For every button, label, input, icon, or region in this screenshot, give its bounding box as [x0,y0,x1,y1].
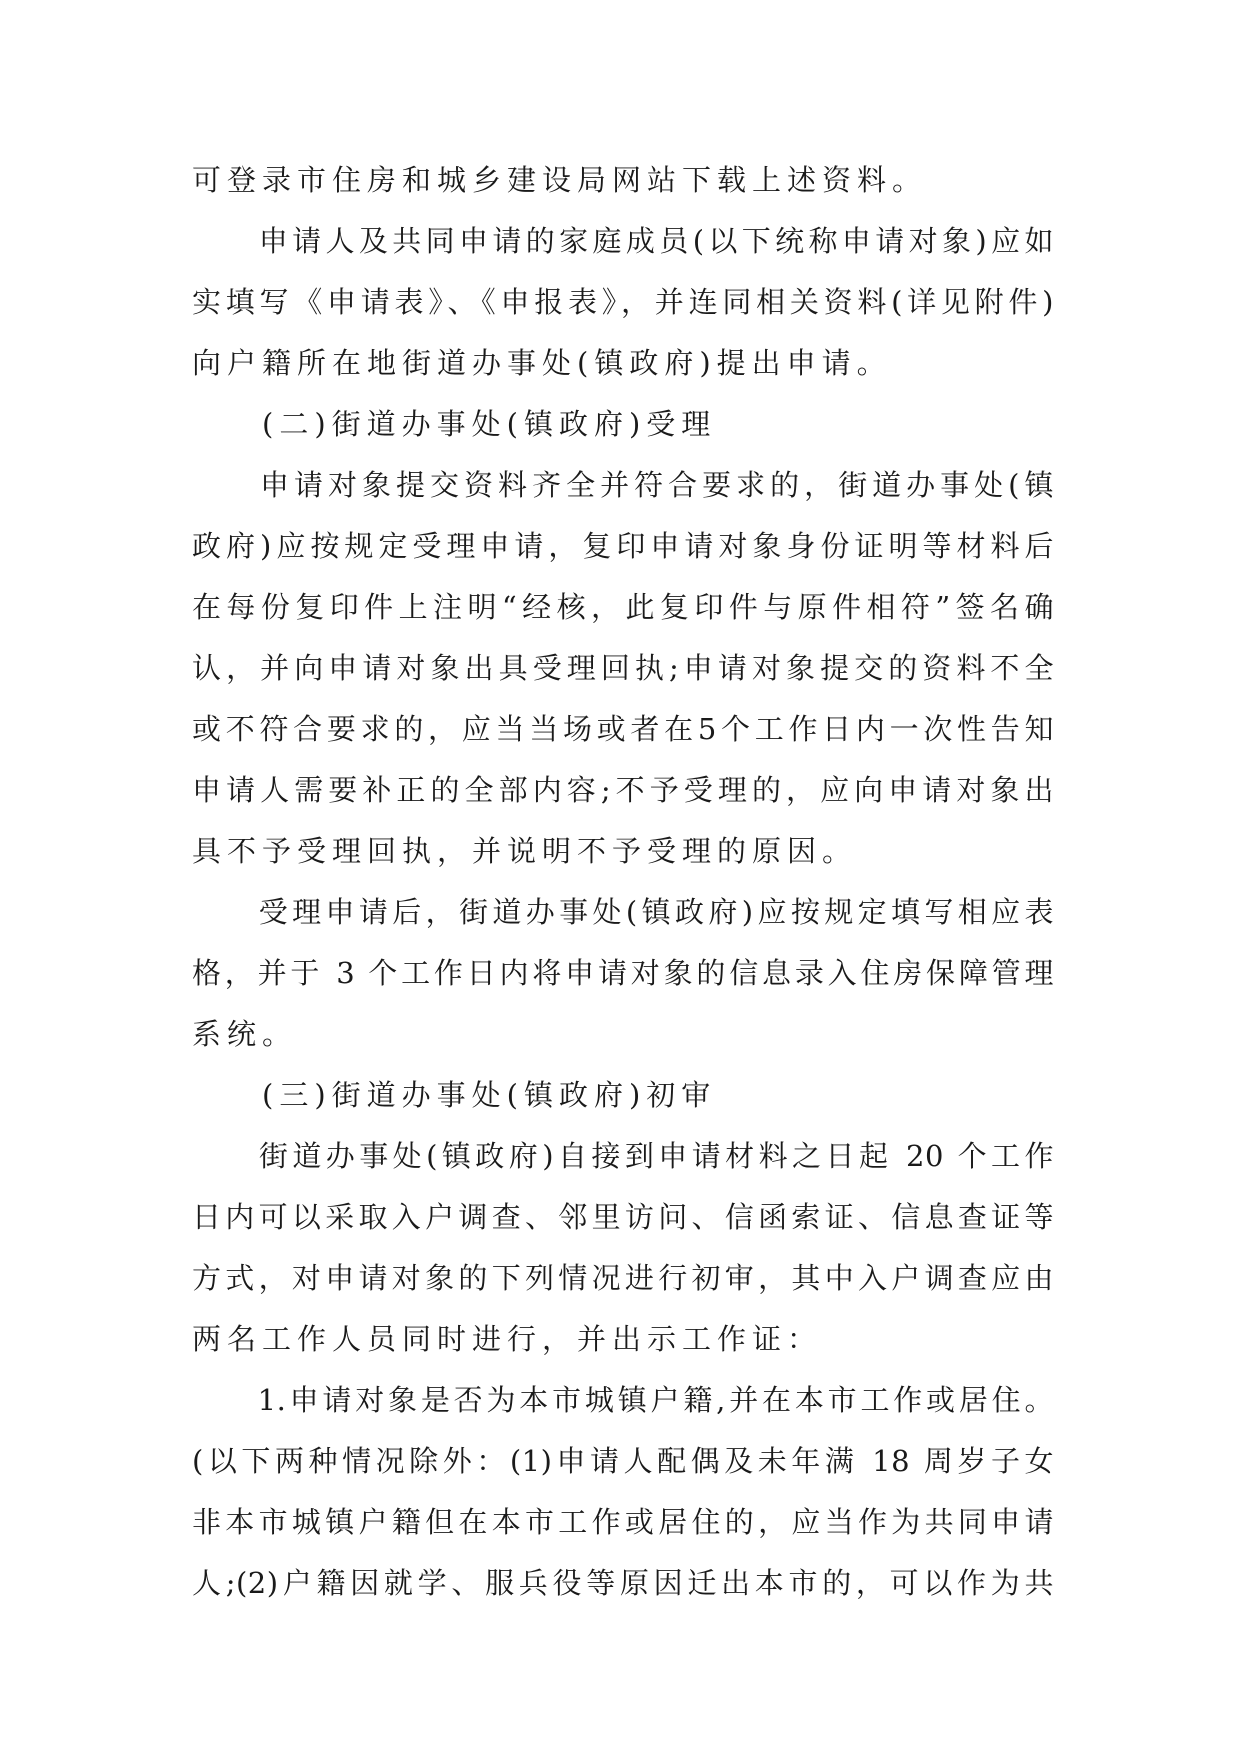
text-line: 向户籍所在地街道办事处(镇政府)提出申请。 [192,346,892,380]
text-line: 具不予受理回执，并说明不予受理的原因。 [192,834,858,868]
text-line: 格，并于 3 个工作日内将申请对象的信息录入住房保障管理 [192,956,1054,990]
text-line: (三)街道办事处(镇政府)初审 [192,1078,717,1112]
text-line: 两名工作人员同时进行，并出示工作证： [192,1322,823,1356]
text-line: 政府)应按规定受理申请，复印申请对象身份证明等材料后 [192,529,1054,563]
text-line: 人;(2)户籍因就学、服兵役等原因迁出本市的，可以作为共 [192,1566,1054,1600]
document-body [192,150,1054,1614]
text-line: 实填写《申请表》、《申报表》，并连同相关资料(详见附件) [192,285,1054,319]
text-line: 在每份复印件上注明“经核，此复印件与原件相符”签名确 [192,590,1054,624]
text-line: 认，并向申请对象出具受理回执;申请对象提交的资料不全 [192,651,1054,685]
text-line: 非本市城镇户籍但在本市工作或居住的，应当作为共同申请 [192,1505,1054,1539]
text-line: 或不符合要求的，应当当场或者在5个工作日内一次性告知 [192,712,1054,746]
text-line: 方式，对申请对象的下列情况进行初审，其中入户调查应由 [192,1261,1054,1295]
text-line: 申请人需要补正的全部内容;不予受理的，应向申请对象出 [192,773,1054,807]
text-line: 申请人及共同申请的家庭成员(以下统称申请对象)应如 [192,224,1054,258]
text-line: (以下两种情况除外：(1)申请人配偶及未年满 18 周岁子女 [192,1444,1054,1478]
text-line: 申请对象提交资料齐全并符合要求的，街道办事处(镇 [192,468,1054,502]
text-line: 受理申请后，街道办事处(镇政府)应按规定填写相应表 [192,895,1054,929]
text-line: 日内可以采取入户调查、邻里访问、信函索证、信息查证等 [192,1200,1054,1234]
text-line: 街道办事处(镇政府)自接到申请材料之日起 20 个工作 [192,1139,1054,1173]
text-line: 可登录市住房和城乡建设局网站下载上述资料。 [192,163,928,197]
text-line: 1.申请对象是否为本市城镇户籍,并在本市工作或居住。 [192,1383,1054,1417]
text-line: 系统。 [192,1017,298,1051]
text-line: (二)街道办事处(镇政府)受理 [192,407,717,441]
